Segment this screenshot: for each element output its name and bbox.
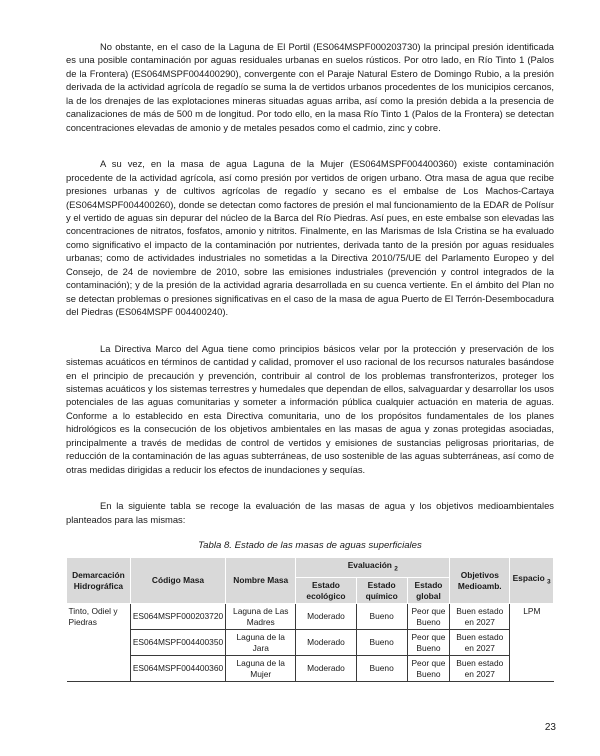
table-row (67, 630, 554, 656)
page-number: 23 (544, 722, 556, 733)
header-evaluacion (296, 558, 450, 578)
cell-codigo: ES064MSPF004400360 (130, 656, 225, 682)
header-evaluacion-label: Evaluación (347, 560, 392, 571)
cell-espacio: LPM (510, 604, 554, 682)
paragraph-portil: No obstante, en el caso de la Laguna de El Portil (ES064MSPF000203730) la principal presión identificada es una posible contaminación por aguas residuales urbanas en suelos rústicos. Por otro lado, en Río Tinto 1 (Palos de la Frontera) (ES064MSPF004400290), convergente con el Paraje Natural Estero de Domingo Rubio, a la presión derivada de la actividad agrícola de regadío se suma la de vertidos urbanos procedentes de los municipios cercanos, la de los drenajes de las explotaciones mineras situadas aguas arriba, así como la presión debida a la presencia de canalizaciones de más de 500 m de longitud. Por todo ello, en la masa Río Tinto 1 (Palos de la Frontera) se detectan concentraciones elevadas de amonio y de metales pesados como el cadmio, zinc y cobre. (66, 41, 554, 133)
paragraph-directiva-marco: La Directiva Marco del Agua tiene como principios básicos velar por la protección y preservación de los sistemas acuáticos en términos de cantidad y calidad, promover el uso racional de los recursos naturales basándose en el principio de precaución y prevención, contribuir al control de los problemas transfronterizos, proteger los sistemas acuáticos y los sistemas terrestres y humedales que dependan de ellos, salvaguardar y desarrollar los usos potenciales de las aguas comunitarias y someter a información pública cualquier actuación en materia de aguas. Conforme a lo establecido en esta Directiva comunitaria, uno de los propósitos fundamentales de los planes hidrológicos es la consecución de los objetivos ambientales en las masas de agua y zonas protegidas asociadas, principalmente a través de medidas de control de vertidos y emisiones de sustancias peligrosas prioritarias, de reducción de la contaminación de las aguas subterráneas, de uso sostenible de las aguas subterráneas, así como de otras medidas dirigidas a reducir los efectos de inundaciones y sequías. (66, 342, 554, 475)
cell-global: Peor que Bueno (407, 604, 450, 630)
table-caption: Tabla 8. Estado de las masas de aguas superficiales (198, 540, 422, 552)
paragraph-laguna-mujer: A su vez, en la masa de agua Laguna de la Mujer (ES064MSPF004400360) existe contaminación procedente de la actividad agrícola, así como presión por vertidos de origen urbano. Otra masa de agua que recibe presiones urbanas y de cultivos agrícolas de regadío y secano es el embalse de Los Machos-Cartaya (ES064MSPF004400260), donde se detectan como factores de presión el mal funcionamiento de la EDAR de Polísur y el vertido de aguas sin depurar del núcleo de la Barca del Río Piedras. Así pues, en este embalse son elevadas las concentraciones de nitratos, fosfatos, amonio y nitritos. Finalmente, en las Marismas de Isla Cristina se ha evaluado como significativo el impacto de la contaminación por nutrientes, derivada tanto de la presión por aguas residuales urbanas; como de actividades industriales no sometidas a la Directiva 2010/75/UE del Parlamento Europeo y del Consejo, de 24 de noviembre de 2010, sobre las emisiones industriales (prevención y control integrados de la contaminación); y de la presión de la actividad agraria desarrollada en su cuenca vertiente. En el ámbito del Plan no se detectan problemas o presiones significativas en el caso de la masa de agua Puerto de El Terrón-Desembocadura del Piedras (ES064MSPF 004400240). (66, 158, 554, 318)
cell-global: Peor que Bueno (407, 630, 450, 656)
header-nombre: Nombre Masa (226, 558, 296, 604)
cell-ecologico: Moderado (296, 604, 356, 630)
header-evaluacion-footnote: 2 (394, 565, 398, 573)
cell-nombre: Laguna de la Jara (226, 630, 296, 656)
cell-nombre: Laguna de la Mujer (226, 656, 296, 682)
header-ecologico: Estado ecológico (296, 578, 356, 604)
header-espacio (510, 558, 554, 604)
cell-ecologico: Moderado (296, 656, 356, 682)
header-quimico: Estado químico (356, 578, 407, 604)
table-row (67, 604, 554, 630)
header-objetivos: Objetivos Medioamb. (450, 558, 510, 604)
cell-objetivos: Buen estado en 2027 (450, 630, 510, 656)
header-espacio-label: Espacio (512, 573, 545, 584)
cell-quimico: Bueno (356, 656, 407, 682)
cell-nombre: Laguna de Las Madres (226, 604, 296, 630)
cell-quimico: Bueno (356, 604, 407, 630)
cell-global: Peor que Bueno (407, 656, 450, 682)
cell-objetivos: Buen estado en 2027 (450, 656, 510, 682)
paragraph-table-intro: En la siguiente tabla se recoge la evaluación de las masas de agua y los objetivos medioambientales planteados para las mismas: (66, 500, 554, 525)
table-row (67, 656, 554, 682)
cell-codigo: ES064MSPF004400350 (130, 630, 225, 656)
header-demarcacion: Demarcación Hidrográfica (67, 558, 131, 604)
cell-objetivos: Buen estado en 2027 (450, 604, 510, 630)
cell-demarcacion: Tinto, Odiel y Piedras (67, 604, 131, 682)
header-global: Estado global (407, 578, 450, 604)
header-espacio-footnote: 3 (547, 578, 551, 586)
cell-ecologico: Moderado (296, 630, 356, 656)
document-page (66, 40, 554, 682)
cell-codigo: ES064MSPF000203720 (130, 604, 225, 630)
cell-quimico: Bueno (356, 630, 407, 656)
header-codigo: Código Masa (130, 558, 225, 604)
water-bodies-table (66, 557, 554, 682)
